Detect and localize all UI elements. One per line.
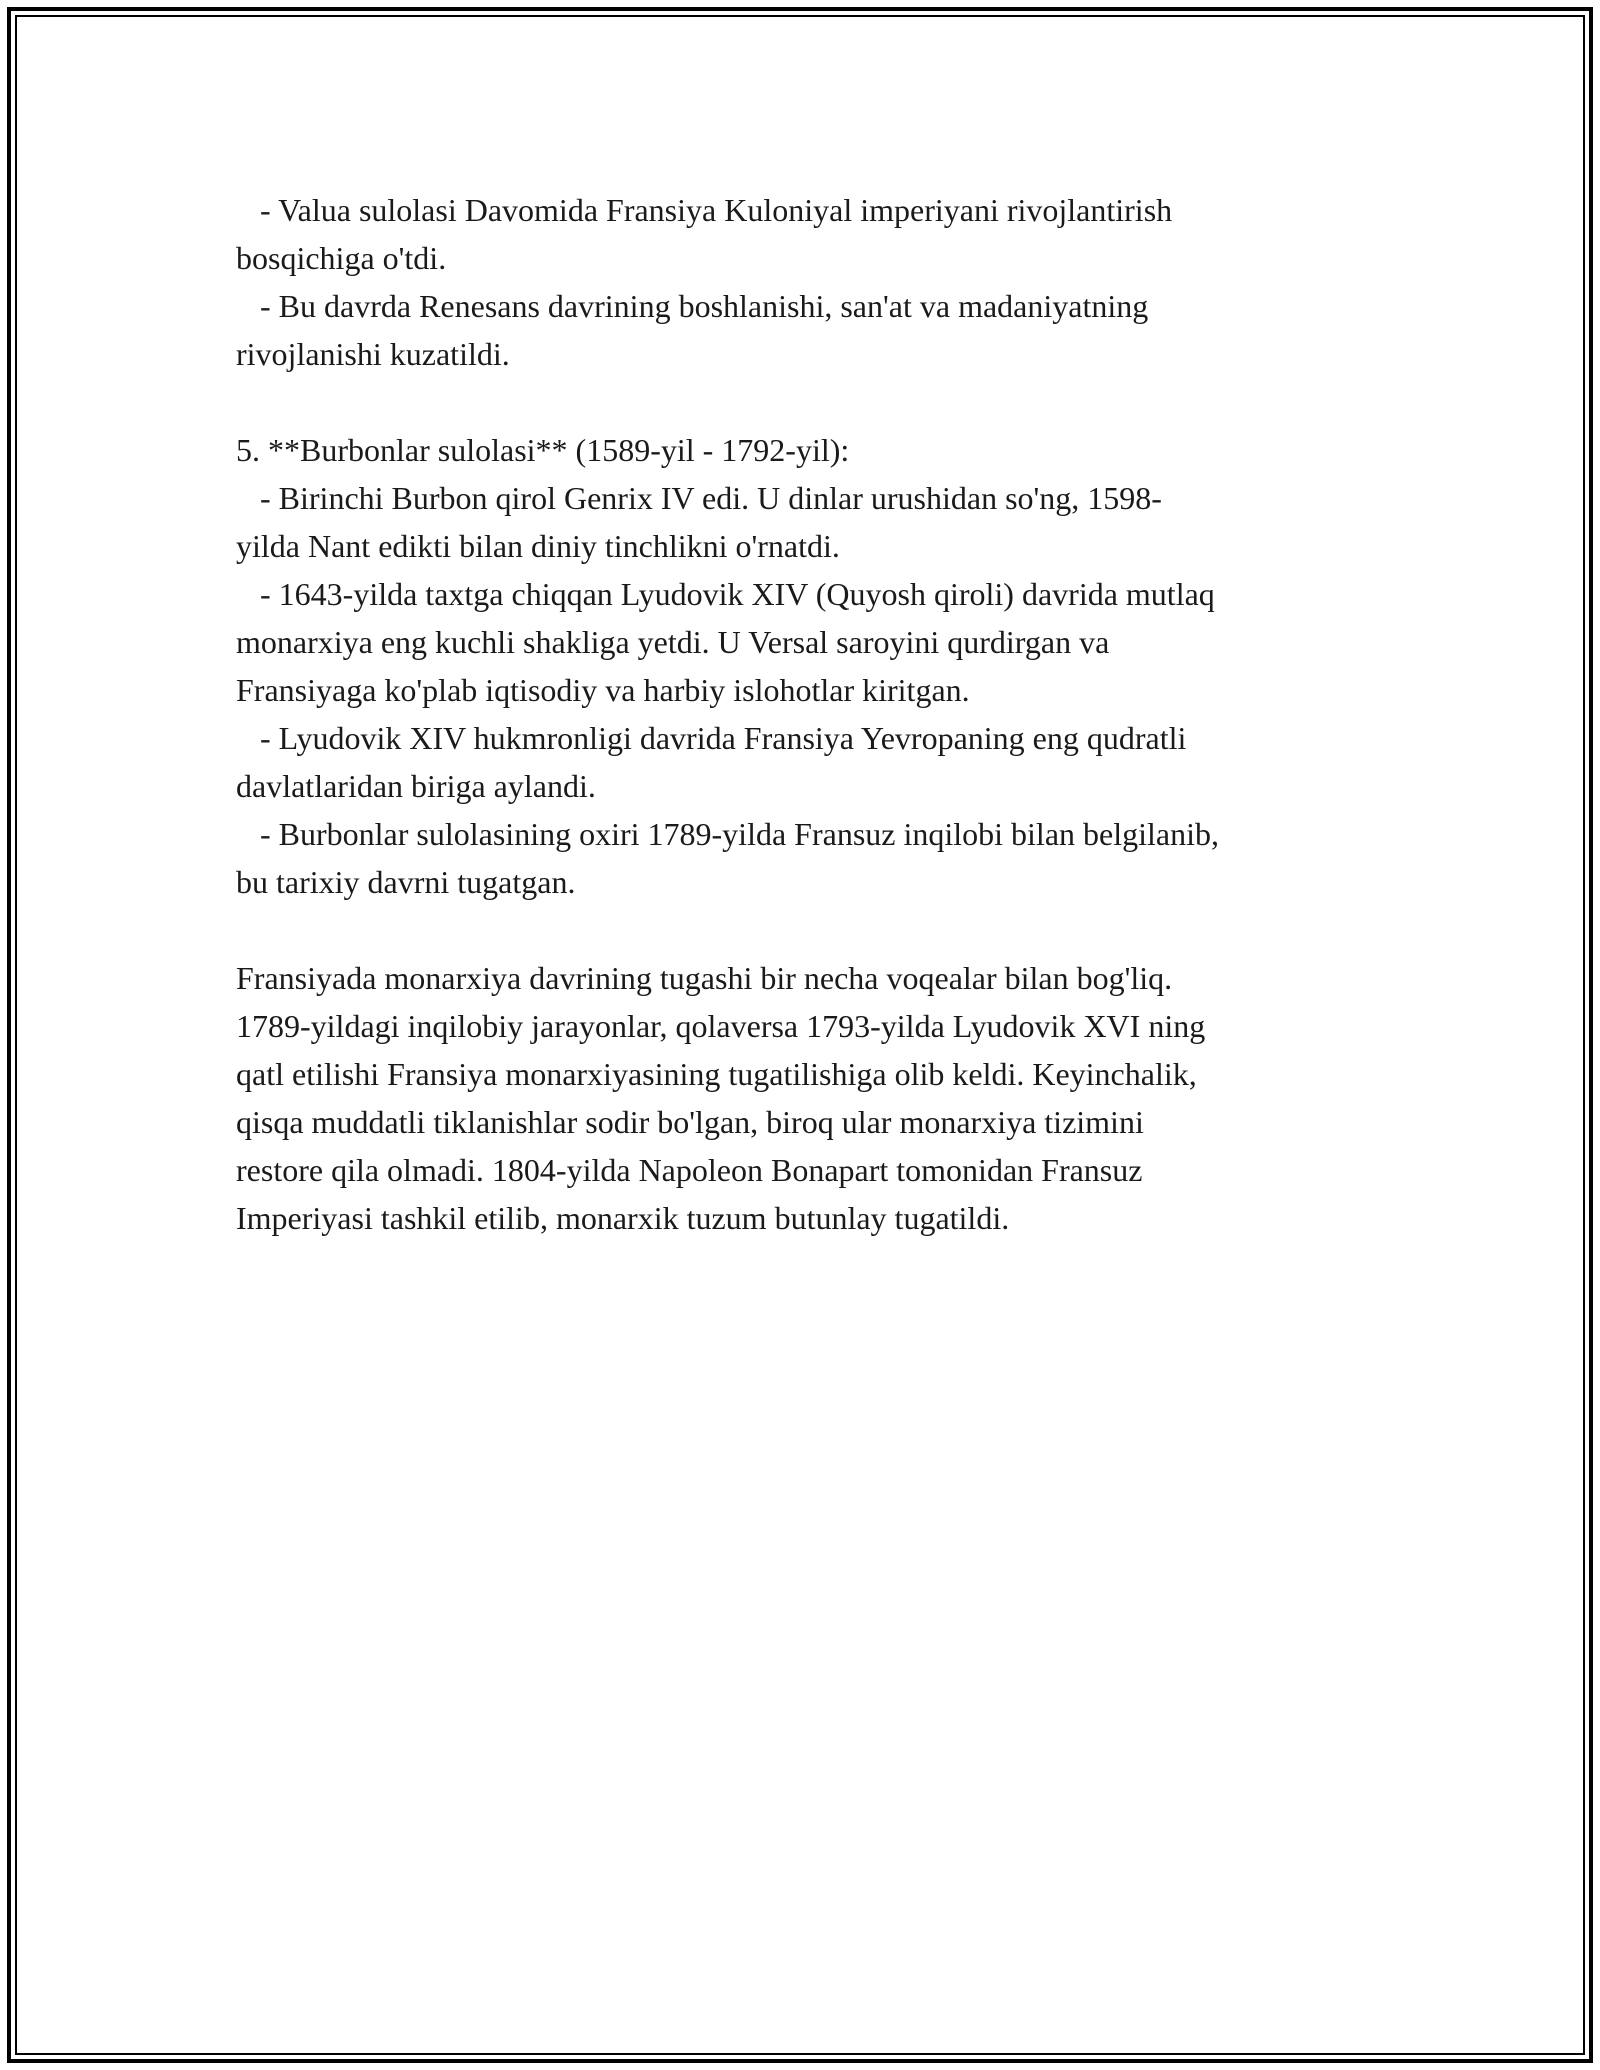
text-line: yilda Nant edikti bilan diniy tinchlikni o'rnatdi. <box>236 528 840 564</box>
text-line: rivojlanishi kuzatildi. <box>236 336 510 372</box>
text-line: - Bu davrda Renesans davrining boshlanishi, san'at va madaniyatning <box>236 288 1149 324</box>
paragraph-gap <box>236 906 1376 954</box>
text-line: qisqa muddatli tiklanishlar sodir bo'lgan, biroq ular monarxiya tizimini <box>236 1104 1144 1140</box>
text-line: Imperiyasi tashkil etilib, monarxik tuzum butunlay tugatildi. <box>236 1200 1010 1236</box>
text-line: Fransiyaga ko'plab iqtisodiy va harbiy islohotlar kiritgan. <box>236 672 970 708</box>
section-heading: 5. **Burbonlar sulolasi** (1589-yil - 1792-yil): <box>236 432 850 468</box>
text-line: qatl etilishi Fransiya monarxiyasining tugatilishiga olib keldi. Keyinchalik, <box>236 1056 1197 1092</box>
text-line: 1789-yildagi inqilobiy jarayonlar, qolaversa 1793-yilda Lyudovik XVI ning <box>236 1008 1206 1044</box>
text-line: Fransiyada monarxiya davrining tugashi bir necha voqealar bilan bog'liq. <box>236 960 1173 996</box>
text-line: - Valua sulolasi Davomida Fransiya Kuloniyal imperiyani rivojlantirish <box>236 192 1173 228</box>
text-line: - 1643-yilda taxtga chiqqan Lyudovik XIV (Quyosh qiroli) davrida mutlaq <box>236 576 1215 612</box>
text-line: bu tarixiy davrni tugatgan. <box>236 864 576 900</box>
paragraph-gap <box>236 378 1376 426</box>
text-line: restore qila olmadi. 1804-yilda Napoleon Bonapart tomonidan Fransuz <box>236 1152 1143 1188</box>
text-line: - Burbonlar sulolasining oxiri 1789-yilda Fransuz inqilobi bilan belgilanib, <box>236 816 1219 852</box>
text-line: - Lyudovik XIV hukmronligi davrida Fransiya Yevropaning eng qudratli <box>236 720 1187 756</box>
text-line: davlatlaridan biriga aylandi. <box>236 768 596 804</box>
text-line: monarxiya eng kuchli shakliga yetdi. U Versal saroyini qurdirgan va <box>236 624 1110 660</box>
document-body <box>236 186 1376 1242</box>
text-line: bosqichiga o'tdi. <box>236 240 447 276</box>
text-line: - Birinchi Burbon qirol Genrix IV edi. U dinlar urushidan so'ng, 1598- <box>236 480 1162 516</box>
